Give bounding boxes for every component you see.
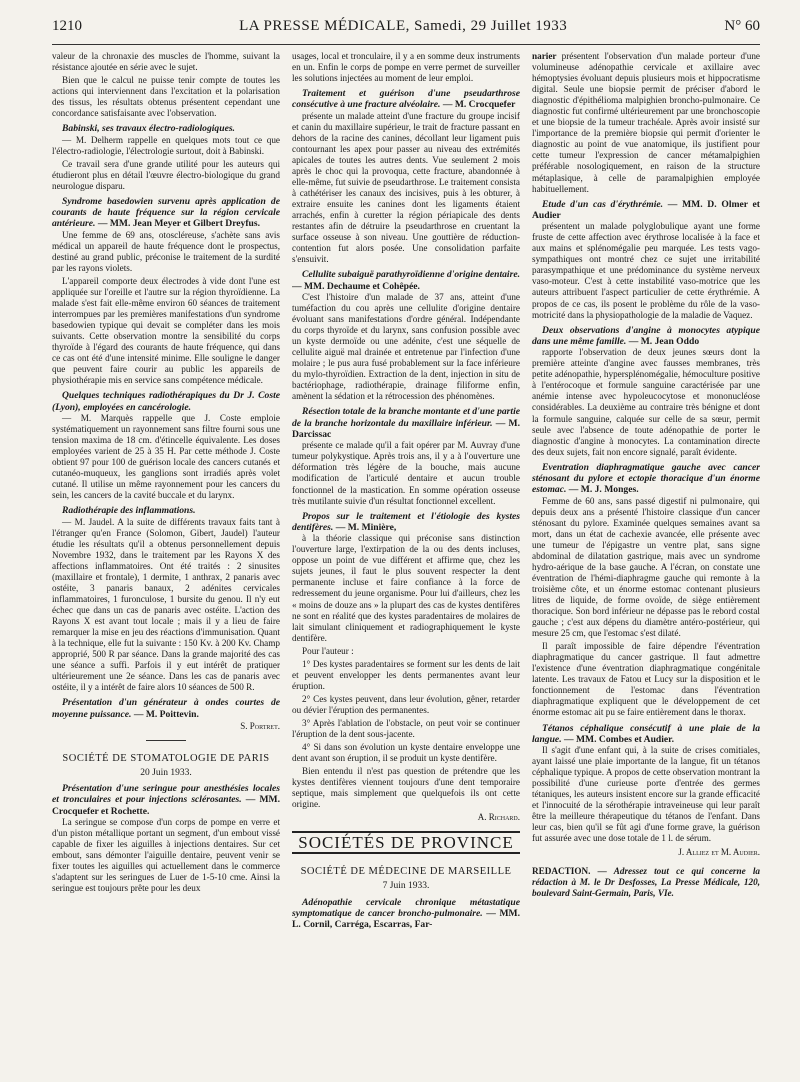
major-heading: SOCIÉTÉS DE PROVINCE (292, 831, 520, 854)
paragraph: — M. Delherm rappelle en quelques mots tout ce que l'électro-radiologie, l'électrologie surtout, doit à Babinski. (52, 134, 280, 156)
paragraph-text: présentent l'observation d'un malade porteur d'une volumineuse adénopathie cervicale et axillaire avec hémoptysies évoluant depuis plusieurs mois et hippocratisme digital. Seule une biopsie permit de préciser d'abord le diagnostic d'épithélioma malpighien broncho-pulmonaire. Ce diagnostic fut confirmé ultérieurement par une bronchoscopie et une biopsie de la tumeur trachéale. Après avoir insisté sur l'importance de la première biopsie qui permit d'orienter le diagnostic au point de vue anatomique, ils justifient pour cette tumeur l'expression de cancer métamalpighien préférable nosologiquement, en raison de la structure métaplasique, à celle de paramalpighien employée habituellement. (532, 51, 760, 194)
society-heading: SOCIÉTÉ DE STOMATOLOGIE DE PARIS (62, 753, 270, 765)
paragraph: Il paraît impossible de faire dépendre l'éventration diaphragmatique du cancer gastrique. Il faut admettre l'existence d'une éventration diaphragmatique congénitale latente. Les travaux de Fatou et Lucy sur la disposition et le fonctionnement de l'estomac dans l'éventration diaphragmatique expliquent que le développement de cet énorme estomac ait pu se faire entièrement dans le thorax. (532, 641, 760, 718)
section-title-text: Syndrome basedowien survenu après application de courants de haute fréquence sur la région cervicale antérieure. (52, 195, 280, 230)
paragraph: — M. Jaudel. A la suite de différents travaux faits tant à l'étranger qu'en France (Solomon, Gibert, Jaudel) l'auteur étudie les résultats qu'il a obtenus personnellement depuis Novembre 1932, dans le traitement par les Rayons X des affections inflammatoires. Ont été traités : 2 sinusites (maxillaire et frontale), 1 dermite, 1 anthrax, 2 panaris avec ostéite, 3 panaris banaux, 2 adénites cervicales inflammatoires, 1 furonculose, 1 bursite du genou. Il n'y eut échec que dans un cas de panaris avec ostéite. L'action des Rayons X est avant tout locale ; mais il y a lieu de faire remarquer la mise en jeu des réactions d'immunisation. Quant à la technique, elle fut la suivante : 150 Kv. à 200 Kv. Champ approprié, 500 R par séance. Dans la grande majorité des cas une séance a suffi. Parfois il y eut intérêt de pratiquer ultérieurement une 2e séance. Dans les cas de panaris avec ostéite, il y a intérêt de faire alors 10 séances de 500 R. (52, 516, 280, 693)
section-title (532, 199, 760, 222)
paragraph: Ce travail sera d'une grande utilité pour les auteurs qui étudieront plus en détail l'œuvre électro-biologique du grand neurologue disparu. (52, 158, 280, 191)
redaction-notice (532, 866, 760, 899)
paragraph: La seringue se compose d'un corps de pompe en verre et d'un piston métallique portant un segment, d'un embout vissé capable de fixer les aiguilles à injections dentaires. Sur cet embout, sans démonter l'aiguille dentaire, peuvent venir se fixer toutes les aiguilles qui actuellement dans le commerce s'adaptent sur les seringues de Luer de 1-5-10 cme. Ainsi la seringue est toujours prête pour les deux (52, 817, 280, 894)
paragraph: valeur de la chronaxie des muscles de l'homme, suivant la résistance ajoutée en série avec le sujet. (52, 51, 280, 73)
section-title: Babinski, ses travaux électro-radiologiques. (62, 123, 235, 135)
section-authors: — MM. L. Cornil, Carréga, Escarras, Far- (292, 907, 520, 931)
numbered-list (292, 659, 520, 764)
page-number: 1210 (52, 18, 82, 34)
section-title (532, 723, 760, 746)
signature: A. Richard. (477, 812, 520, 823)
section-title-text: Propos sur le traitement et l'étiologie des kystes dentifères. (292, 510, 520, 533)
paragraph: Bien entendu il n'est pas question de prétendre que les kystes dentifères viennent toujours d'une dent temporaire septique, mais simplement que quelquefois ils ont cette origine. (292, 766, 520, 810)
section-title: Quelques techniques radiothérapiques du Dr J. Coste (Lyon), employées en cancérologie. (52, 390, 280, 413)
list-item: 2° Ces kystes peuvent, dans leur évolution, gêner, retarder ou dévier l'éruption des permanentes. (292, 693, 520, 715)
session-date: 7 Juin 1933. (382, 881, 430, 892)
paragraph: L'appareil comporte deux électrodes à vide dont l'une est appliquée sur l'oreille et l'autre sur la région thyroïdienne. La malade s'est fait elle-même environ 60 séances de traitement interrompues par les premières manifestations d'un syndrome basedowien typique qui devait se compléter dans les mois suivants. Cette observation montre la sensibilité du corps thyroïde à l'égard des courants de haute fréquence, qui dans ce cas ont été d'une intensité minime. Elle souligne le danger que peuvent faire courir au public les appareils de physiothérapie mis en service sans compétence médicale. (52, 275, 280, 386)
column-2 (292, 51, 520, 1071)
paragraph: — M. Marquès rappelle que J. Coste emploie systématiquement un rayonnement sans filtre fourni sous une tension maxima de 18 cm. d'étincelle équivalente. Les doses employées varient de 25 à 35 H. Par cette méthode J. Coste obtient 97 pour 100 de guérison locale des cancers cutanés et cutanéo-muqueux, les ganglions sont irradiés après volet cutané. Il utilise un même rayonnement pour les cancers du sein, les cancers de la cavité buccale et du larynx. (52, 412, 280, 501)
section-title (52, 783, 280, 817)
section-title (292, 511, 520, 534)
section-authors: — MM. Crocquefer et Rochette. (52, 794, 280, 817)
paragraph: rapporte l'observation de deux jeunes sœurs dont la première atteinte d'angine avec fausses membranes, très petite adénopathie, hypersplénomégalie, hémoculture positive à l'entérocoque et formule sanguine caractérisée par une anémie intense avec hypoleucocytose et mononucléose considérables. La deuxième au contraire très bénigne et dont la formule sanguine, calquée sur celle de sa sœur, permit seule avec l'absence de toute adénopathie de porter le diagnostic d'angine à monocytes. La contamination directe des deux sujets, fait non encore signalé, paraît évidente. (532, 347, 760, 457)
text-columns (52, 51, 760, 1071)
section-authors: — M. Jean Oddo (628, 335, 700, 347)
issue-number: N° 60 (724, 18, 760, 34)
session-date: 20 Juin 1933. (140, 768, 192, 779)
section-title-text: Cellulite subaiguë parathyroïdienne d'origine dentaire. (302, 269, 520, 281)
section-title-text: Tétanos céphalique consécutif à une plaie de la langue. (532, 722, 760, 745)
author-continuation: narier (532, 51, 557, 61)
list-item: 1° Des kystes paradentaires se forment sur les dents de lait et peuvent envelopper les dents permanentes avant leur éruption. (292, 658, 520, 691)
section-title-text: Deux observations d'angine à monocytes atypique dans une même famille. (532, 324, 760, 347)
paragraph: présentent un malade polyglobulique ayant une forme fruste de cette affection avec érythrose localisée à la face et aux mains et splénomégalie peu marquée. Les tests vago-sympathiques ont montré chez ce sujet une irritabilité parasympathique et une prédominance du système nerveux vaso-moteur. C'est à cette instabilité vaso-motrice que les auteurs attribuent l'aspect particulier de cette érythrémie. A propos de ce cas, ils posent le problème du rôle de la vaso-motricité dans la physiopathologie de la maladie de Vaquez. (532, 221, 760, 320)
section-title-text: Présentation d'un générateur à ondes courtes de moyenne puissance. (52, 697, 280, 720)
redaction-label: REDACTION. (532, 865, 591, 876)
section-authors: — MM. Jean Meyer et Gilbert Dreyfus. (97, 218, 261, 230)
section-title-text: Etude d'un cas d'érythrémie. (542, 198, 664, 210)
section-authors: — MM. Combes et Audier. (564, 733, 674, 745)
section-authors: — M. Poittevin. (133, 708, 199, 720)
section-title (292, 406, 520, 440)
list-item: 4° Si dans son évolution un kyste dentaire enveloppe une dent avant son éruption, il se produit un kyste dentifère. (292, 742, 520, 764)
redaction-text: — Adressez tout ce qui concerne la rédaction à M. le Dr Desfosses, La Presse Médicale, 120, boulevard Saint-Germain, Paris, VIe. (532, 865, 760, 898)
paragraph (532, 51, 760, 195)
page-header (52, 18, 760, 45)
paragraph: Pour l'auteur : (302, 645, 354, 656)
section-title (532, 325, 760, 348)
paragraph: Il s'agit d'une enfant qui, à la suite de crises comitiales, ayant laissé une plaie importante de la langue, fit un tétanos céphalique typique. A propos de cette observation montrant la possibilité d'une curieuse porte d'entrée des germes tétaniques, les auteurs insistent encore sur la grande efficacité et l'innocuité de la sérothérapie intraveineuse qui leur paraît être la meilleure thérapeutique du tétanos de l'enfant. Dans leur cas, bien qu'il se fût agi d'une forme grave, la guérison fut assurée avec une dose totale de 1 l. de sérum. (532, 745, 760, 844)
section-title (292, 88, 520, 111)
section-title-text: Traitement et guérison d'une pseudarthrose consécutive à une fracture alvéolaire. (292, 88, 520, 111)
section-title (52, 697, 280, 720)
signature: S. Portret. (240, 720, 280, 731)
paragraph: C'est l'histoire d'un malade de 37 ans, atteint d'une tuméfaction du cou après une cellulite d'origine dentaire évoluant sans manifestations d'ordre général. Indépendante du corps thyroïde et du larynx, sans confusion possible avec un kyste dermoïde ou une adénite, c'est une séquelle de cellulite aiguë mal drainée et entretenue par l'infection d'une molaire ; le pus aura fusé probablement sur la face inférieure du mylo-thyroïdien. Extraction de la dent, injection in situ de bactériophage, radiothérapie, drainage filiforme enfin, amènent la sédation et la rétrocession des phénomènes. (292, 291, 520, 402)
divider (146, 740, 186, 741)
paragraph: présente un malade atteint d'une fracture du groupe incisif et canin du maxillaire supérieur, le trait de fracture passant en dehors de la racine des canines, décollant leur ligament puis contournant les apex pour passer au niveau des extrémités apicales de toutes les autres dents. Vue seulement 2 mois après le choc qui la provoqua, cette fracture, abandonnée à elle-même, fut suivie de pseudarthrose. Le traitement consista à cathétériser les canaux des incisives, puis à les obturer, à extraire ensuite les canines dont les ligaments étaient arrachés, enfin à curetter la région périapicale des dents restantes afin de détruire la pseudarthrose en cruentant la surface osseuse à son niveau. Une gouttière de réduction-contention fut alors posée. Une consolidation parfaite s'ensuivit. (292, 110, 520, 265)
paragraph: Une femme de 69 ans, otoscléreuse, s'achète sans avis médical un appareil de haute fréquence dont le prospectus, destiné au grand public, préconise le traitement de la surdité par les rayons violets. (52, 229, 280, 273)
paragraph: à la théorie classique qui préconise sans distinction l'ouverture large, l'extirpation de la ou des dents incluses, oppose un point de vue différent et affirme que, chez les sujets jeunes, il faut le plus souvent respecter la dent permanente incluse et faire confiance à la force de redressement du jeune organisme. Pour lui d'ailleurs, chez les « moins de douze ans » la plupart des cas de kystes dentifères ne sont en réalité que des kystes paradentaires de molaires de lait simulant cliniquement et radiographiquement le kyste dentifère. (292, 533, 520, 643)
paragraph: présente ce malade qu'il a fait opérer par M. Auvray d'une tumeur polykystique. Après trois ans, il y a à l'ouverture une déformation très légère de la bouche, mais aucune modification de l'articulé dentaire et aucun trouble fonctionnel de la mastication. En somme opération osseuse très mutilante suivie d'un résultat fonctionnel excellent. (292, 440, 520, 506)
column-3 (532, 51, 760, 1071)
section-title-text: Adénopathie cervicale chronique métastatique symptomatique de cancer broncho-pulmonaire. (292, 896, 520, 919)
paragraph: usages, local et tronculaire, il y a en somme deux instruments en un. Enfin le corps de pompe en verre permet de surveiller les solutions injectées au moment de leur emploi. (292, 51, 520, 84)
section-title-text: Résection totale de la branche montante et d'une partie de la branche horizontale du maxillaire inférieur. (292, 406, 520, 429)
section-authors: — MM. D. Olmer et Audier (532, 198, 760, 221)
section-title (292, 269, 520, 292)
section-authors: — MM. Dechaume et Cohêpée. (292, 280, 420, 292)
journal-title: LA PRESSE MÉDICALE, Samedi, 29 Juillet 1933 (239, 18, 568, 34)
section-title: Radiothérapie des inflammations. (62, 505, 196, 517)
section-title-text: Présentation d'une seringue pour anesthésies locales et tronculaires et pour injections sclérosantes. (52, 783, 280, 806)
section-title-text: Eventration diaphragmatique gauche avec cancer sténosant du pylore et ectopie thoracique d'un énorme estomac. (532, 461, 760, 496)
section-authors: — M. Crocquefer (442, 99, 516, 111)
paragraph: Bien que le calcul ne puisse tenir compte de toutes les actions qui interviennent dans l'excitation et la polarisation des tissus, les résultats obtenus présentent cependant une concordance satisfaisante avec l'observation. (52, 75, 280, 119)
list-item: 3° Après l'ablation de l'obstacle, on peut voir se continuer l'éruption de la dent sous-jacente. (292, 717, 520, 740)
section-authors: — M. Minière, (335, 521, 397, 533)
section-authors: — M. J. Monges. (568, 484, 639, 496)
section-title (532, 462, 760, 496)
section-authors: — M. Darcissac (292, 417, 520, 441)
section-title (52, 196, 280, 230)
paragraph: Femme de 60 ans, sans passé digestif ni pulmonaire, qui depuis deux ans a présenté l'histoire classique d'un cancer sténosant du pylore. Examinée quelques semaines avant sa mort, dans un état de cachexie avancée, elle présente avec une tumeur de l'épigastre un ventre plat, sans signe abdominal de dilatation gastrique, mais avec un syndrome hydro-aérique de la base gauche. A l'écran, on constate une éventration de l'hémi-diaphragme gauche qui remonte à la troisième côte, et un énorme estomac contenant plusieurs litres de liquide, de forme ovoïde, de siège entièrement thoracique. Son bord inférieur ne dépasse pas le rebord costal gauche ; c'est aux dépens du diamètre antéro-postérieur, qui mesure 25 cm, que l'estomac s'est dilaté. (532, 495, 760, 639)
society-heading: SOCIÉTÉ DE MÉDECINE DE MARSEILLE (300, 866, 512, 878)
column-1 (52, 51, 280, 1071)
section-title (292, 897, 520, 931)
signature: J. Alliez et M. Audier. (678, 846, 760, 857)
